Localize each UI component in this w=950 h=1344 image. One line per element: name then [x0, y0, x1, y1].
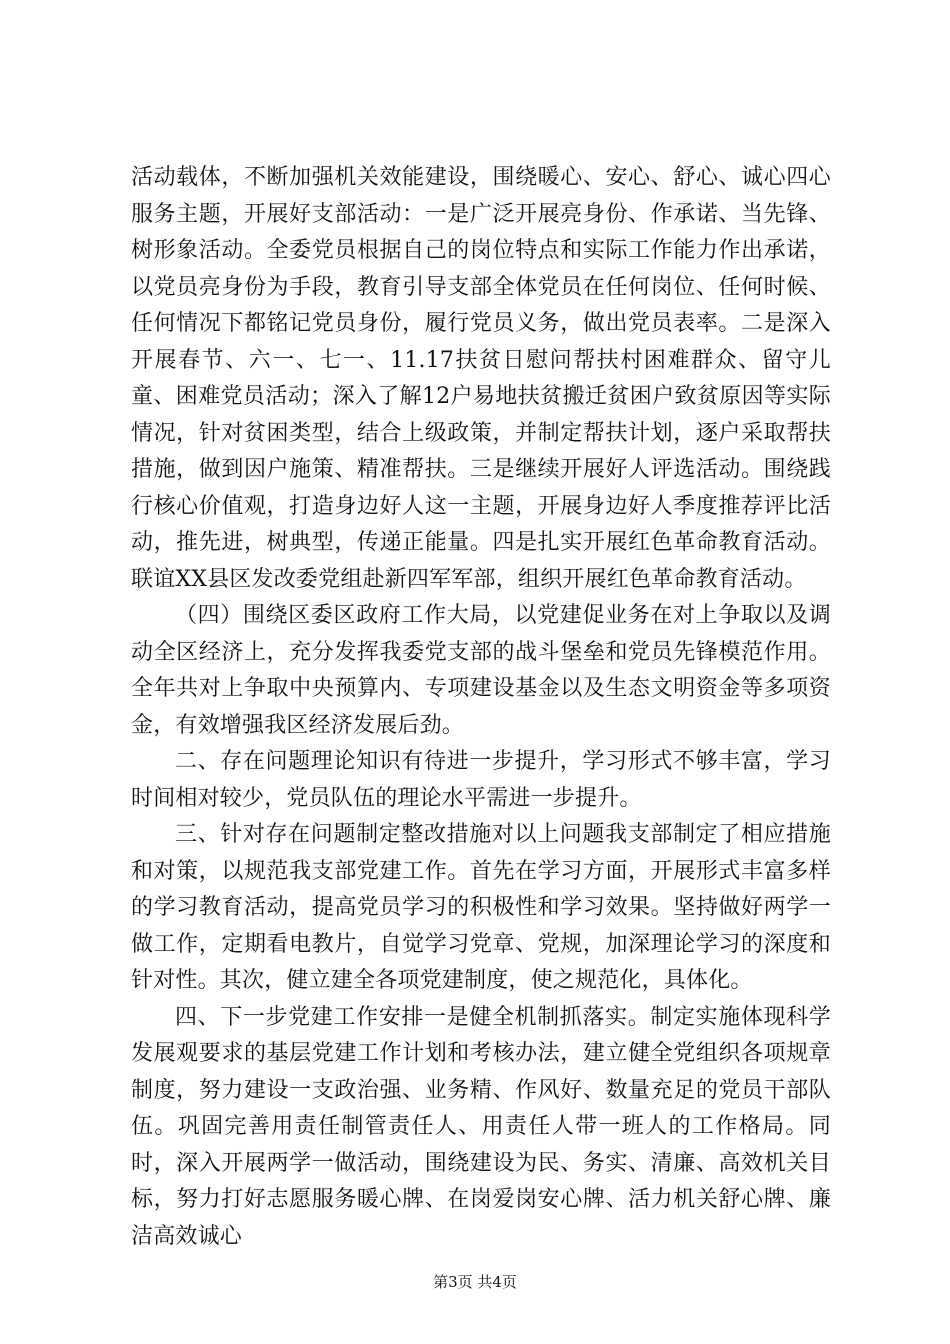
- page-number-footer: 第3页 共4页: [433, 1273, 517, 1291]
- paragraph-section-4: （四）围绕区委区政府工作大局，以党建促业务在对上争取以及调动全区经济上，充分发挥我委党支部的战斗堡垒和党员先锋模范作用。全年共对上争取中央预算内、专项建设基金以及生态文明资金等多项资金，有效增强我区经济发展后劲。: [131, 603, 831, 738]
- body-text: [131, 160, 831, 1255]
- paragraph-next-steps: 四、下一步党建工作安排一是健全机制抓落实。制定实施体现科学发展观要求的基层党建工作计划和考核办法，建立健全党组织各项规章制度，努力建设一支政治强、业务精、作风好、数量充足的党员干部队伍。巩固完善用责任制管责任人、用责任人带一班人的工作格局。同时，深入开展两学一做活动，围绕建设为民、务实、清廉、高效机关目标，努力打好志愿服务暖心牌、在岗爱岗安心牌、活力机关舒心牌、廉洁高效诚心: [131, 1004, 831, 1249]
- paragraph-measures: 三、针对存在问题制定整改措施对以上问题我支部制定了相应措施和对策，以规范我支部党建工作。首先在学习方面，开展形式丰富多样的学习教育活动，提高党员学习的积极性和学习效果。坚持做好两学一做工作，定期看电教片，自觉学习党章、党规，加深理论学习的深度和针对性。其次，健立建全各项党建制度，使之规范化，具体化。: [131, 822, 831, 993]
- paragraph-continuation: 活动载体，不断加强机关效能建设，围绕暖心、安心、舒心、诚心四心服务主题，开展好支部活动：一是广泛开展亮身份、作承诺、当先锋、树形象活动。全委党员根据自己的岗位特点和实际工作能力作出承诺，以党员亮身份为手段，教育引导支部全体党员在任何岗位、任何时候、任何情况下都铭记党员身份，履行党员义务，做出党员表率。二是深入开展春节、六一、七一、11.17扶贫日慰问帮扶村困难群众、留守儿童、困难党员活动；深入了解12户易地扶贫搬迁贫困户致贫原因等实际情况，针对贫困类型，结合上级政策，并制定帮扶计划，逐户采取帮扶措施，做到因户施策、精准帮扶。三是继续开展好人评选活动。围绕践行核心价值观，打造身边好人这一主题，开展身边好人季度推荐评比活动，推先进，树典型，传递正能量。四是扎实开展红色革命教育活动。联谊XX县区发改委党组赴新四军军部，组织开展红色革命教育活动。: [131, 165, 831, 592]
- paragraph-problems: 二、存在问题理论知识有待进一步提升，学习形式不够丰富，学习时间相对较少，党员队伍的理论水平需进一步提升。: [131, 749, 831, 811]
